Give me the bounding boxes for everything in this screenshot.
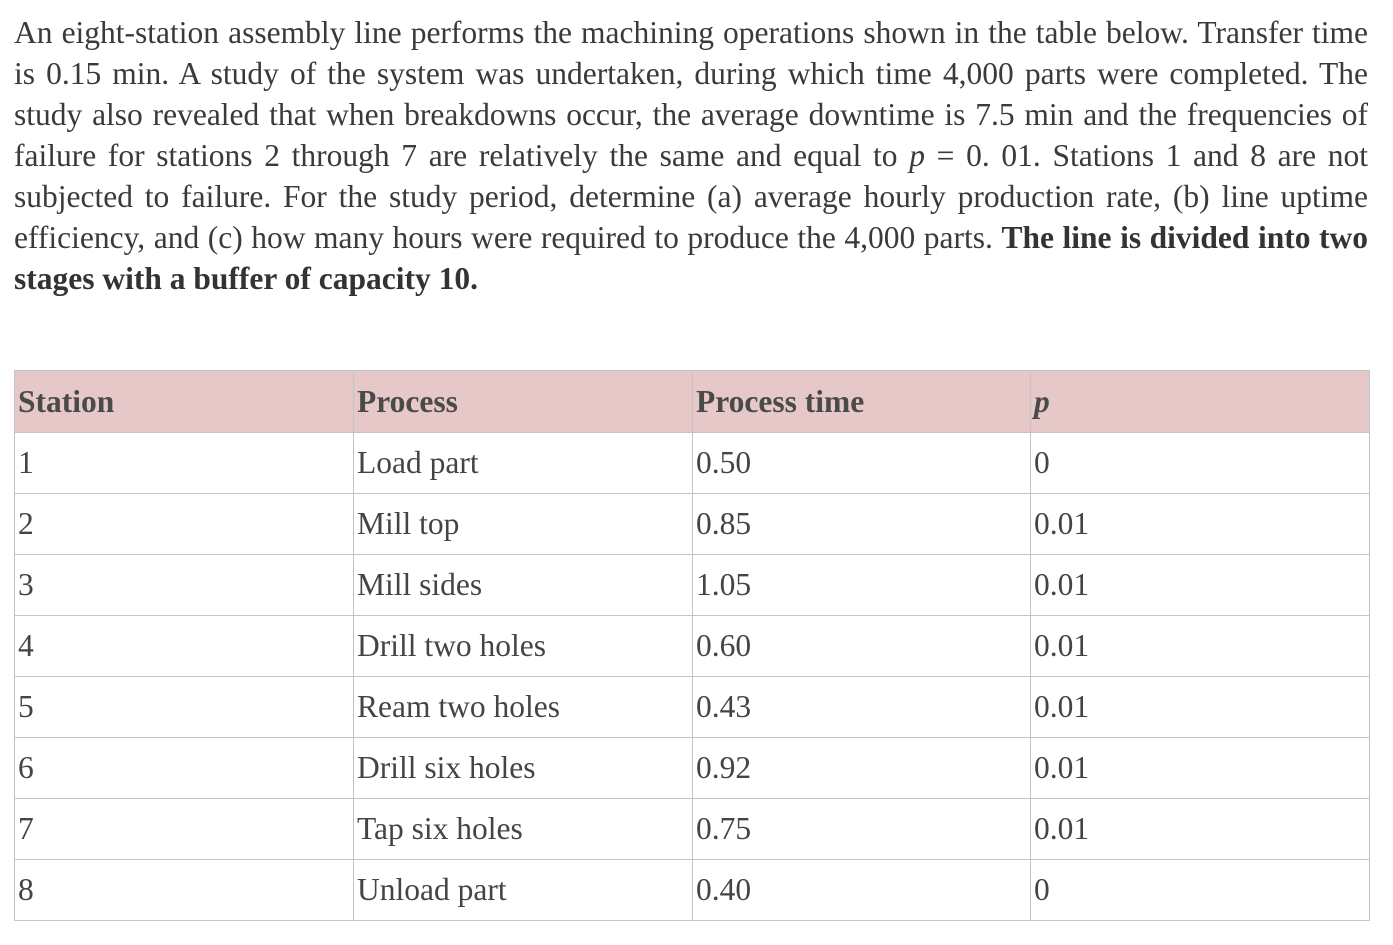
cell-p: 0 <box>1031 860 1370 921</box>
cell-process-time: 0.85 <box>693 494 1031 555</box>
table-row <box>15 738 1370 799</box>
cell-process-time: 0.40 <box>693 860 1031 921</box>
cell-process-time: 0.50 <box>693 433 1031 494</box>
cell-station: 3 <box>15 555 354 616</box>
cell-process-time: 1.05 <box>693 555 1031 616</box>
math-value: = 0. 01 <box>924 138 1033 173</box>
station-table <box>14 370 1370 921</box>
table-header <box>15 371 1370 433</box>
cell-process-time: 0.92 <box>693 738 1031 799</box>
problem-text-questions: . Stations 1 and 8 are not subjected to failure. For the study period, determine (a) average hourly production rate, (b) line uptime efficiency, and (c) how many hours were required to produce the 4,000 parts. <box>14 138 1369 255</box>
table-row <box>15 494 1370 555</box>
table-row <box>15 860 1370 921</box>
cell-process: Unload part <box>354 860 693 921</box>
table-row <box>15 616 1370 677</box>
header-process-time: Process time <box>693 371 1031 433</box>
cell-station: 7 <box>15 799 354 860</box>
cell-process: Load part <box>354 433 693 494</box>
header-process: Process <box>354 371 693 433</box>
cell-process: Ream two holes <box>354 677 693 738</box>
cell-station: 5 <box>15 677 354 738</box>
cell-process-time: 0.43 <box>693 677 1031 738</box>
table-body <box>15 433 1370 921</box>
cell-process-time: 0.75 <box>693 799 1031 860</box>
cell-p: 0.01 <box>1031 555 1370 616</box>
cell-p: 0.01 <box>1031 494 1370 555</box>
math-variable-p: p <box>909 138 925 173</box>
table-row <box>15 677 1370 738</box>
cell-station: 1 <box>15 433 354 494</box>
cell-p: 0 <box>1031 433 1370 494</box>
header-p: p <box>1031 371 1370 433</box>
problem-bold-note: The line is divided into two stages with a buffer of capacity 10. <box>14 220 1368 296</box>
cell-station: 2 <box>15 494 354 555</box>
table-row <box>15 555 1370 616</box>
problem-text-intro: An eight-station assembly line performs the machining operations shown in the table below. Transfer time is 0.15 min. A study of the system was undertaken, during which time 4,000 parts were completed. The study also revealed that when breakdowns occur, the average downtime is 7.5 min and the frequencies of failure for stations 2 through 7 are relatively the same and equal to <box>14 15 1368 173</box>
cell-p: 0.01 <box>1031 738 1370 799</box>
cell-process: Tap six holes <box>354 799 693 860</box>
header-row <box>15 371 1370 433</box>
cell-station: 8 <box>15 860 354 921</box>
cell-station: 4 <box>15 616 354 677</box>
cell-p: 0.01 <box>1031 799 1370 860</box>
cell-process: Mill top <box>354 494 693 555</box>
table-row <box>15 433 1370 494</box>
cell-process: Drill two holes <box>354 616 693 677</box>
cell-station: 6 <box>15 738 354 799</box>
cell-process: Mill sides <box>354 555 693 616</box>
cell-process: Drill six holes <box>354 738 693 799</box>
cell-p: 0.01 <box>1031 677 1370 738</box>
problem-statement <box>14 12 1368 299</box>
header-station: Station <box>15 371 354 433</box>
cell-process-time: 0.60 <box>693 616 1031 677</box>
table-row <box>15 799 1370 860</box>
cell-p: 0.01 <box>1031 616 1370 677</box>
